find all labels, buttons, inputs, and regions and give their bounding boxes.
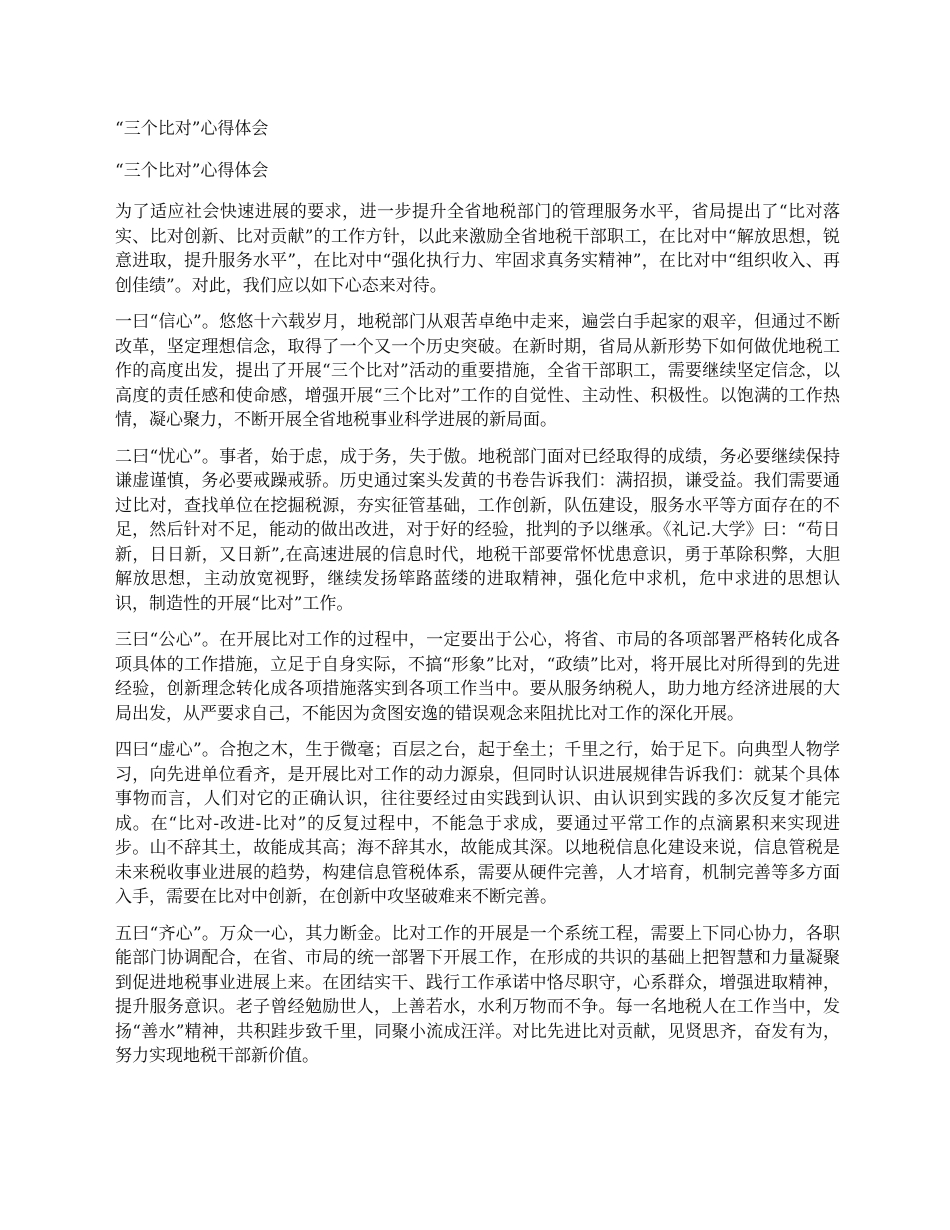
paragraph-worry: 二曰“忧心”。事者，始于虑，成于务，失于傲。地税部门面对已经取得的成绩，务必要继续保持谦虚谨慎，务必要戒躁戒骄。历史通过案头发黄的书卷告诉我们：满招损，谦受益。我们需要通过比对，查找单位在挖掘税源，夯实征管基础，工作创新，队伍建设，服务水平等方面存在的不足，然后针对不足，能动的做出改进，对于好的经验，批判的予以继承。《礼记.大学》曰：“苟日新，日日新，又日新”,在高速进展的信息时代，地税干部要常怀忧患意识，勇于革除积弊，大胆解放思想，主动放宽视野，继续发扬筚路蓝缕的进取精神，强化危中求机，危中求进的思想认识，制造性的开展“比对”工作。 [115, 446, 840, 614]
document-title: “三个比对”心得体会 [115, 119, 269, 139]
paragraph-humility: 四曰“虚心”。合抱之木，生于微毫；百层之台，起于垒土；千里之行，始于足下。向典型人物学习，向先进单位看齐，是开展比对工作的动力源泉，但同时认识进展规律告诉我们：就某个具体事物而言，人们对它的正确认识，往往要经过由实践到认识、由认识到实践的多次反复才能完成。在“比对-改进-比对”的反复过程中，不能急于求成，要通过平常工作的点滴累积来实现进步。山不辞其土，故能成其高；海不辞其水，故能成其深。以地税信息化建设来说，信息管税是未来税收事业进展的趋势，构建信息管税体系，需要从硬件完善，人才培育，机制完善等多方面入手，需要在比对中创新，在创新中攻坚破难来不断完善。 [115, 740, 840, 907]
paragraph-confidence: 一曰“信心”。悠悠十六载岁月，地税部门从艰苦卓绝中走来，遍尝白手起家的艰辛，但通过不断改革，坚定理想信念，取得了一个又一个历史突破。在新时期，省局从新形势下如何做优地税工作的高度出发，提出了开展“三个比对”活动的重要措施，全省干部职工，需要继续坚定信念，以高度的责任感和使命感，增强开展“三个比对”工作的自觉性、主动性、积极性。以饱满的工作热情，凝心聚力，不断开展全省地税事业科学进展的新局面。 [115, 312, 840, 430]
document-page [115, 117, 840, 1081]
paragraph-intro: 为了适应社会快速进展的要求，进一步提升全省地税部门的管理服务水平，省局提出了“比对落实、比对创新、比对贡献”的工作方针，以此来激励全省地税干部职工，在比对中“解放思想，锐意进取，提升服务水平”，在比对中“强化执行力、牢固求真务实精神”，在比对中“组织收入、再创佳绩”。对此，我们应以如下心态来对待。 [115, 202, 840, 296]
paragraph-unity: 五曰“齐心”。万众一心，其力断金。比对工作的开展是一个系统工程，需要上下同心协力，各职能部门协调配合，在省、市局的统一部署下开展工作，在形成的共识的基础上把智慧和力量凝聚到促进地税事业进展上来。在团结实干、践行工作承诺中恪尽职守，心系群众，增强进取精神，提升服务意识。老子曾经勉励世人，上善若水，水利万物而不争。每一名地税人在工作当中，发扬“善水”精神，共积跬步致千里，同聚小流成汪洋。对比先进比对贡献，见贤思齐，奋发有为，努力实现地税干部新价值。 [115, 923, 840, 1066]
paragraph-fairness: 三曰“公心”。在开展比对工作的过程中，一定要出于公心，将省、市局的各项部署严格转化成各项具体的工作措施，立足于自身实际，不搞“形象”比对，“政绩”比对，将开展比对所得到的先进经验，创新理念转化成各项措施落实到各项工作当中。要从服务纳税人，助力地方经济进展的大局出发，从严要求自己，不能因为贪图安逸的错误观念来阻扰比对工作的深化开展。 [115, 630, 840, 724]
document-subtitle: “三个比对”心得体会 [115, 160, 269, 181]
